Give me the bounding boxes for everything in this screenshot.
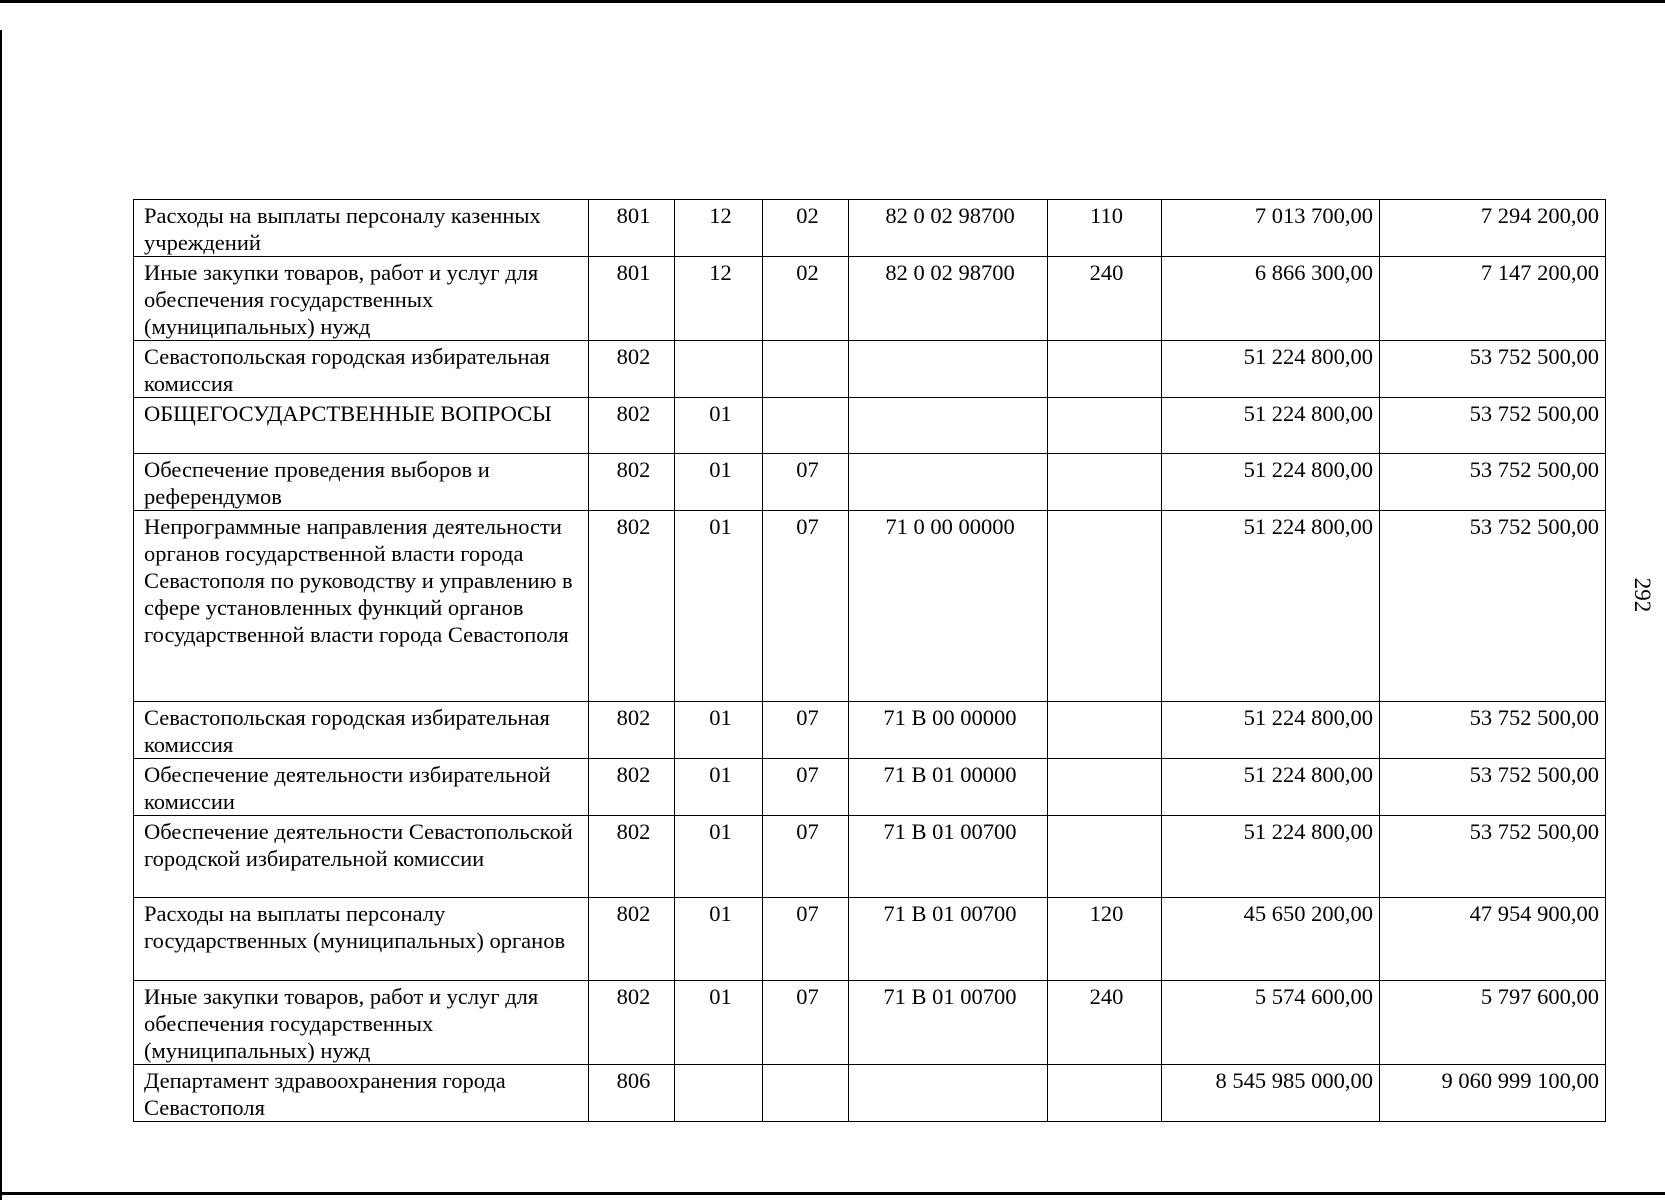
amount-year1-cell: 51 224 800,00 <box>1162 511 1380 702</box>
expense-type-cell <box>1048 759 1162 816</box>
subsection-code-cell: 07 <box>763 702 849 759</box>
target-article-cell: 71 В 01 00700 <box>849 981 1048 1065</box>
section-code-cell: 01 <box>675 511 763 702</box>
section-code-cell: 01 <box>675 759 763 816</box>
amount-year1-cell: 51 224 800,00 <box>1162 398 1380 454</box>
ved-code-cell: 801 <box>589 200 675 257</box>
subsection-code-cell: 07 <box>763 454 849 511</box>
page-number: 292 <box>1630 577 1655 613</box>
target-article-cell <box>849 341 1048 398</box>
row-name-cell: Иные закупки товаров, работ и услуг для обеспечения государственных (муниципальных) нужд <box>134 257 589 341</box>
budget-table <box>133 199 1606 1122</box>
target-article-cell: 71 В 01 00000 <box>849 759 1048 816</box>
subsection-code-cell: 02 <box>763 200 849 257</box>
ved-code-cell: 802 <box>589 981 675 1065</box>
amount-year2-cell: 7 294 200,00 <box>1380 200 1606 257</box>
expense-type-cell <box>1048 702 1162 759</box>
row-name-cell: Непрограммные направления деятельности органов государственной власти города Севастополя по руководству и управлению в сфере установленных функций органов государственной власти города Севастополя <box>134 511 589 702</box>
expense-type-cell <box>1048 816 1162 898</box>
amount-year1-cell: 51 224 800,00 <box>1162 816 1380 898</box>
scan-border-left <box>0 30 2 1200</box>
row-name-cell: Севастопольская городская избирательная комиссия <box>134 341 589 398</box>
scan-border-top <box>0 0 1665 3</box>
amount-year2-cell: 7 147 200,00 <box>1380 257 1606 341</box>
ved-code-cell: 802 <box>589 454 675 511</box>
row-name-cell: Расходы на выплаты персоналу государственных (муниципальных) органов <box>134 898 589 981</box>
expense-type-cell <box>1048 398 1162 454</box>
section-code-cell: 01 <box>675 454 763 511</box>
table-row <box>134 454 1606 511</box>
expense-type-cell: 240 <box>1048 257 1162 341</box>
amount-year1-cell: 6 866 300,00 <box>1162 257 1380 341</box>
subsection-code-cell: 07 <box>763 981 849 1065</box>
amount-year1-cell: 7 013 700,00 <box>1162 200 1380 257</box>
section-code-cell: 01 <box>675 398 763 454</box>
subsection-code-cell: 07 <box>763 759 849 816</box>
row-name-cell: Обеспечение деятельности избирательной комиссии <box>134 759 589 816</box>
expense-type-cell: 110 <box>1048 200 1162 257</box>
table-row <box>134 200 1606 257</box>
expense-type-cell <box>1048 511 1162 702</box>
amount-year2-cell: 53 752 500,00 <box>1380 341 1606 398</box>
amount-year2-cell: 53 752 500,00 <box>1380 816 1606 898</box>
amount-year2-cell: 53 752 500,00 <box>1380 702 1606 759</box>
row-name-cell: ОБЩЕГОСУДАРСТВЕННЫЕ ВОПРОСЫ <box>134 398 589 454</box>
ved-code-cell: 802 <box>589 341 675 398</box>
section-code-cell: 12 <box>675 257 763 341</box>
target-article-cell: 71 В 01 00700 <box>849 816 1048 898</box>
amount-year1-cell: 5 574 600,00 <box>1162 981 1380 1065</box>
ved-code-cell: 802 <box>589 759 675 816</box>
expense-type-cell <box>1048 1065 1162 1122</box>
row-name-cell: Обеспечение проведения выборов и референдумов <box>134 454 589 511</box>
target-article-cell: 82 0 02 98700 <box>849 257 1048 341</box>
subsection-code-cell <box>763 398 849 454</box>
amount-year1-cell: 8 545 985 000,00 <box>1162 1065 1380 1122</box>
target-article-cell: 71 0 00 00000 <box>849 511 1048 702</box>
amount-year2-cell: 9 060 999 100,00 <box>1380 1065 1606 1122</box>
target-article-cell <box>849 398 1048 454</box>
section-code-cell: 01 <box>675 816 763 898</box>
row-name-cell: Севастопольская городская избирательная комиссия <box>134 702 589 759</box>
section-code-cell: 01 <box>675 898 763 981</box>
table-row <box>134 1065 1606 1122</box>
section-code-cell <box>675 1065 763 1122</box>
amount-year2-cell: 53 752 500,00 <box>1380 511 1606 702</box>
row-name-cell: Иные закупки товаров, работ и услуг для обеспечения государственных (муниципальных) нужд <box>134 981 589 1065</box>
amount-year2-cell: 53 752 500,00 <box>1380 759 1606 816</box>
subsection-code-cell <box>763 341 849 398</box>
row-name-cell: Расходы на выплаты персоналу казенных учреждений <box>134 200 589 257</box>
table-row <box>134 398 1606 454</box>
amount-year2-cell: 5 797 600,00 <box>1380 981 1606 1065</box>
section-code-cell <box>675 341 763 398</box>
amount-year1-cell: 51 224 800,00 <box>1162 341 1380 398</box>
target-article-cell: 82 0 02 98700 <box>849 200 1048 257</box>
section-code-cell: 01 <box>675 981 763 1065</box>
row-name-cell: Обеспечение деятельности Севастопольской городской избирательной комиссии <box>134 816 589 898</box>
amount-year1-cell: 51 224 800,00 <box>1162 454 1380 511</box>
table-row <box>134 759 1606 816</box>
target-article-cell: 71 В 01 00700 <box>849 898 1048 981</box>
expense-type-cell: 120 <box>1048 898 1162 981</box>
expense-type-cell: 240 <box>1048 981 1162 1065</box>
amount-year1-cell: 51 224 800,00 <box>1162 759 1380 816</box>
table-row <box>134 702 1606 759</box>
amount-year2-cell: 53 752 500,00 <box>1380 454 1606 511</box>
section-code-cell: 01 <box>675 702 763 759</box>
amount-year1-cell: 51 224 800,00 <box>1162 702 1380 759</box>
ved-code-cell: 802 <box>589 511 675 702</box>
target-article-cell <box>849 454 1048 511</box>
ved-code-cell: 802 <box>589 398 675 454</box>
ved-code-cell: 802 <box>589 898 675 981</box>
row-name-cell: Департамент здравоохранения города Севастополя <box>134 1065 589 1122</box>
table-row <box>134 341 1606 398</box>
subsection-code-cell: 07 <box>763 511 849 702</box>
expense-type-cell <box>1048 454 1162 511</box>
ved-code-cell: 802 <box>589 702 675 759</box>
table-row <box>134 511 1606 702</box>
ved-code-cell: 801 <box>589 257 675 341</box>
table-row <box>134 816 1606 898</box>
amount-year2-cell: 53 752 500,00 <box>1380 398 1606 454</box>
table-row <box>134 257 1606 341</box>
expense-type-cell <box>1048 341 1162 398</box>
ved-code-cell: 802 <box>589 816 675 898</box>
table-row <box>134 981 1606 1065</box>
subsection-code-cell: 07 <box>763 816 849 898</box>
subsection-code-cell <box>763 1065 849 1122</box>
subsection-code-cell: 07 <box>763 898 849 981</box>
target-article-cell: 71 В 00 00000 <box>849 702 1048 759</box>
table-row <box>134 898 1606 981</box>
amount-year1-cell: 45 650 200,00 <box>1162 898 1380 981</box>
ved-code-cell: 806 <box>589 1065 675 1122</box>
scan-border-bottom <box>0 1192 1665 1195</box>
section-code-cell: 12 <box>675 200 763 257</box>
amount-year2-cell: 47 954 900,00 <box>1380 898 1606 981</box>
subsection-code-cell: 02 <box>763 257 849 341</box>
target-article-cell <box>849 1065 1048 1122</box>
